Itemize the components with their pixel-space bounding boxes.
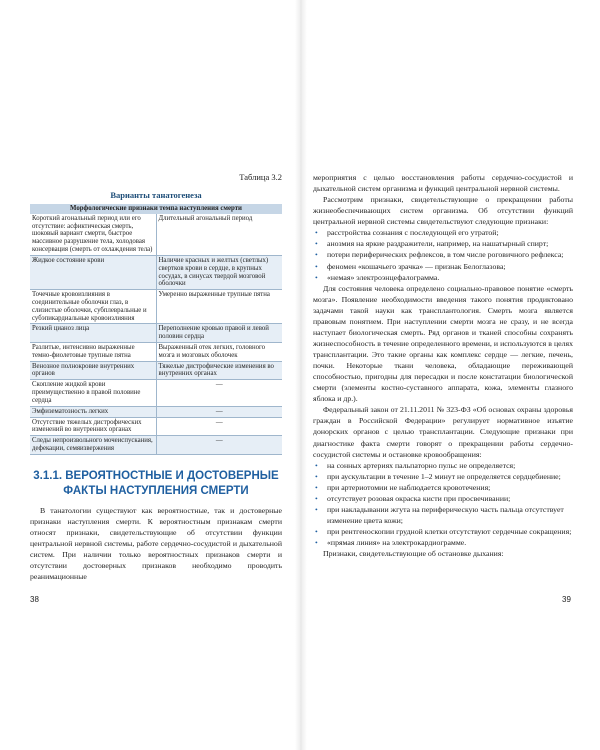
table-row bbox=[30, 417, 282, 436]
table-cell: Выраженный отек легких, головного мозга и мозговых оболочек bbox=[156, 343, 282, 362]
table-caption: Таблица 3.2 bbox=[239, 172, 282, 182]
table-cell: Длительный агональный период bbox=[156, 214, 282, 256]
list-item-text: анозмия на яркие раздражители, например, на нашатырный спирт; bbox=[327, 239, 549, 249]
table-row bbox=[30, 255, 282, 289]
bullet-icon: • bbox=[315, 239, 318, 249]
table-cell: Отсутствие тяжелых дистрофических изменений во внутренних органах bbox=[30, 417, 156, 436]
left-page bbox=[30, 172, 282, 582]
paragraph: мероприятия с целью восстановления работы сердечно-сосудистой и дыхательной систем организма и функций центральной нервной системы. bbox=[313, 173, 573, 194]
bullet-icon: • bbox=[315, 538, 318, 548]
list-item bbox=[313, 493, 573, 504]
list-item bbox=[313, 227, 573, 238]
table-row bbox=[30, 343, 282, 362]
list-item bbox=[313, 471, 573, 482]
bullet-icon: • bbox=[315, 482, 318, 492]
table-row bbox=[30, 436, 282, 455]
list-item bbox=[313, 537, 573, 548]
bullet-list-cns bbox=[313, 227, 573, 282]
list-item bbox=[313, 249, 573, 260]
table-cell: Венозное полнокровие внутренних органов bbox=[30, 361, 156, 380]
table-cell: Разлитые, интенсивно выраженные темно-фиолетовые трупные пятна bbox=[30, 343, 156, 362]
list-item-text: при аускультации в течение 1–2 минут не определяется сердцебиение; bbox=[327, 471, 561, 481]
bullet-icon: • bbox=[315, 493, 318, 503]
paragraph: Для состояния человека определено социально-правовое понятие «смерть мозга». Появление необходимости введения такого понятия продиктовано задачами такой науки как трансплантология. Смерть мозга является правовым понятием. При наступлении смерти мозга не сразу, и не всегда наступает биологическая смерть. Ряд органов и тканей способны сохранять жизнеспособность в течение определенного времени, и используются в целях трансплантации. Это такие органы как комплекс сердце — легкие, печень, почки. Некоторые ткани человека, обладающие переживающей способностью, пригодны для пересадки и после констатации биологической смерти (элементы костно-суставного аппарата, кожа, элементы глазного яблока и др.). bbox=[313, 283, 573, 404]
bullet-icon: • bbox=[315, 261, 318, 271]
table-row bbox=[30, 324, 282, 343]
list-item bbox=[313, 261, 573, 272]
table-row bbox=[30, 290, 282, 324]
section-heading: 3.1.1. ВЕРОЯТНОСТНЫЕ И ДОСТОВЕРНЫЕ ФАКТЫ НАСТУПЛЕНИЯ СМЕРТИ bbox=[33, 469, 279, 497]
table-cell: Тяжелые дистрофические изменения во внутренних органах bbox=[156, 361, 282, 380]
list-item-text: на сонных артериях пальпаторно пульс не определяется; bbox=[327, 460, 516, 470]
bullet-icon: • bbox=[315, 250, 318, 260]
table-cell: — bbox=[156, 406, 282, 417]
list-item-text: расстройства сознания с последующей его утратой; bbox=[327, 228, 499, 238]
list-item bbox=[313, 526, 573, 537]
paragraph: Рассмотрим признаки, свидетельствующие о прекращении работы жизнеобеспечивающих систем организма. Об отсутствии функций центральной нервной системы свидетельствуют следующие признаки: bbox=[313, 195, 573, 227]
table-row bbox=[30, 361, 282, 380]
bullet-list-circulation bbox=[313, 460, 573, 549]
bullet-icon: • bbox=[315, 272, 318, 282]
right-page bbox=[313, 172, 573, 559]
table-cell: Умеренно выраженные трупные пятна bbox=[156, 290, 282, 324]
table-header: Морфологические признаки темпа наступления смерти bbox=[30, 204, 282, 214]
list-item bbox=[313, 272, 573, 283]
table-title: Варианты танатогенеза bbox=[110, 190, 202, 200]
table-cell: — bbox=[156, 436, 282, 455]
table-cell: Наличие красных и желтых (светлых) свертков крови в сердце, в крупных сосудах, в синусах твердой мозговой оболочки bbox=[156, 255, 282, 289]
list-item-text: при накладывании жгута на периферическую часть пальца отсутствует изменение цвета кожи; bbox=[327, 504, 564, 525]
list-item-text: потери периферических рефлексов, в том числе роговичного рефлекса; bbox=[327, 250, 564, 260]
table-cell: Жидкое состояние крови bbox=[30, 255, 156, 289]
table-row bbox=[30, 406, 282, 417]
table-cell: — bbox=[156, 417, 282, 436]
list-item-text: при артериотомии не наблюдается кровотечения; bbox=[327, 482, 491, 492]
table-cell: Следы непроизвольного мочеиспускания, дефекации, семяизвержения bbox=[30, 436, 156, 455]
table-cell: Резкий цианоз лица bbox=[30, 324, 156, 343]
bullet-icon: • bbox=[315, 460, 318, 470]
list-item bbox=[313, 460, 573, 471]
list-item-text: «немая» электроэнцефалограмма. bbox=[327, 272, 440, 282]
table-cell: Переполнение кровью правой и левой половин сердца bbox=[156, 324, 282, 343]
paragraph: В танатологии существуют как вероятностные, так и достоверные признаки наступления смерти. К вероятностным признакам смерти относят признаки, свидетельствующие об отсутствии функции центральной нервной системы, работе сердечно-сосудистой и дыхательной систем. При наличии только вероятностных признаков смерти и отсутствии достоверных признаков необходимо проводить реанимационные bbox=[30, 505, 282, 581]
table-row bbox=[30, 214, 282, 256]
bullet-icon: • bbox=[315, 504, 318, 514]
list-item bbox=[313, 482, 573, 493]
list-item-text: феномен «кошачьего зрачка» — признак Белоглазова; bbox=[327, 261, 506, 271]
table-row bbox=[30, 380, 282, 406]
table-cell: Точечные кровоизлияния в соединительные оболочки глаз, в слизистые оболочки, субплевральные и субэпикардиальные кровоизлияния bbox=[30, 290, 156, 324]
page-number-left: 38 bbox=[30, 595, 39, 604]
bullet-icon: • bbox=[315, 471, 318, 481]
bullet-icon: • bbox=[315, 228, 318, 238]
book-gutter bbox=[295, 0, 307, 750]
list-item bbox=[313, 504, 573, 526]
list-item-text: отсутствует розовая окраска кисти при просвечивании; bbox=[327, 493, 511, 503]
paragraph: Федеральный закон от 21.11.2011 № 323-ФЗ «Об основах охраны здоровья граждан в Российской Федерации» регулирует нормативное изъятие донорских органов с целью трансплантации. Следующие признаки при диагностике факта смерти говорят о прекращении работы сердечно-сосудистой системы и остановке кровообращения: bbox=[313, 405, 573, 459]
thanatogenesis-table bbox=[30, 204, 282, 455]
bullet-icon: • bbox=[315, 527, 318, 536]
table-cell: — bbox=[156, 380, 282, 406]
list-item-text: «прямая линия» на электрокардиограмме. bbox=[327, 538, 467, 548]
table-cell: Скопление жидкой крови преимущественно в правой половине сердца bbox=[30, 380, 156, 406]
table-cell: Эмфизематозность легких bbox=[30, 406, 156, 417]
table-cell: Короткий агональный период или его отсутствие: асфиктическая смерть, шоковый вариант смерти, быстрое массивное разрушение тела, холодовая консервация (смерть от охлаждения тела) bbox=[30, 214, 156, 256]
page-number-right: 39 bbox=[562, 595, 571, 604]
paragraph: Признаки, свидетельствующие об остановке дыхания: bbox=[323, 549, 504, 559]
list-item-text: при рентгеноскопии грудной клетки отсутствуют сердечные сокращения; bbox=[327, 527, 572, 536]
list-item bbox=[313, 238, 573, 249]
